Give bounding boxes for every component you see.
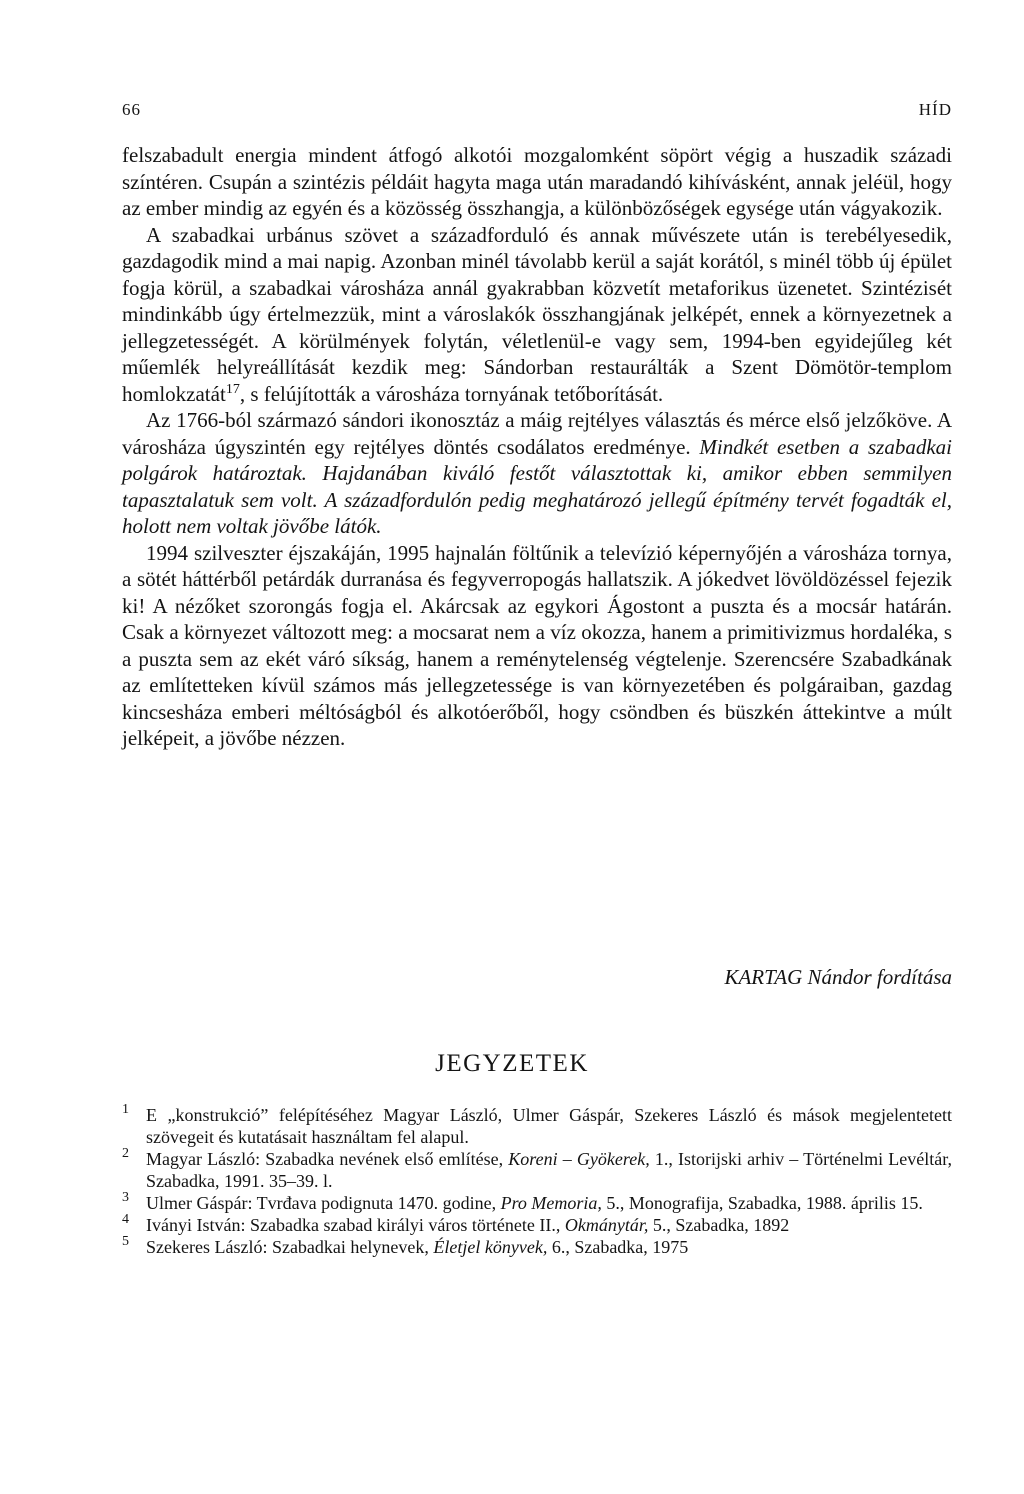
paragraph: 1994 szilveszter éjszakáján, 1995 hajnalán föltűnik a televízió képernyőjén a városháza tornya, a sötét háttérből petárdák durranása és fegyverropogás hallatszik. A jókedvet lövöldözéssel fejezik ki! A nézőket szorongás fogja el. Akárcsak az egykori Ágostont a puszta és a mocsár határán. Csak a környezet változott meg: a mocsarat nem a víz okozza, hanem a primitivizmus hordaléka, s a puszta sem az ekét váró síkság, hanem a reménytelenség végtelenje. Szerencsére Szabadkának az említetteken kívül számos más jellegzetessége is van környezetében és polgáraiban, gazdag kincsesháza emberi méltóságból és alkotóerőből, hogy csöndben és büszkén áttekintve a múlt jelképeit, a jövőbe nézzen. xyxy=(122,540,952,750)
note-text: Szekeres László: Szabadkai helynevek, xyxy=(146,1237,429,1257)
paragraph-text: Az 1766-ból származó sándori ikonosztáz a máig rejtélyes választás és mérce első jelzőköve. A városháza úgyszintén egy rejtélyes döntés csodálatos eredménye. xyxy=(122,408,952,459)
note-text: Magyar László: Szabadka nevének első említése, xyxy=(146,1149,504,1169)
paragraph-text: A szabadkai urbánus szövet a századforduló és annak művészete után is terebélyesedik, gazdagodik mind a mai napig. Azonban minél távolabb kerül a saját korától, s minél több új épület fogja körül, a szabadkai városháza annál gyakrabban közvetít metaforikus üzenetet. Szintézisét mindinkább úgy értelmezzük, mint a városlakók összhangjának jelképét, ennek a környezetnek a jellegzetességét. A körülmények folytán, véletlenül-e vagy sem, 1994-ben egyidejűleg két műemlék helyreállítását kezdik meg: Sándorban restaurálták a Szent Dömötör-templom homlokzatát xyxy=(122,222,952,406)
journal-name: HÍD xyxy=(918,100,952,119)
note-text: 5., Monografija, Szabadka, 1988. április 15. xyxy=(606,1193,923,1213)
note-text: 5., Szabadka, 1892 xyxy=(652,1215,790,1235)
paragraph-text: , s felújították a városháza tornyának tetőborítását. xyxy=(239,381,664,406)
note-number: 1 xyxy=(122,1102,129,1117)
notes-heading: JEGYZETEK xyxy=(435,1050,589,1077)
footnote-reference: 17 xyxy=(225,381,240,397)
page-number: 66 xyxy=(122,100,141,119)
note-item xyxy=(122,1236,952,1258)
paragraph xyxy=(122,407,952,540)
note-item xyxy=(122,1214,952,1236)
note-text: Ulmer Gáspár: Tvrđava podignuta 1470. godine, xyxy=(146,1193,497,1213)
note-text: 6., Szabadka, 1975 xyxy=(551,1237,689,1257)
note-number: 2 xyxy=(122,1146,129,1161)
note-title: Okmánytár, xyxy=(564,1215,649,1235)
paragraph xyxy=(122,222,952,408)
note-number: 5 xyxy=(122,1234,129,1249)
paragraph: felszabadult energia mindent átfogó alkotói mozgalomként söpört végig a huszadik századi színtéren. Csupán a szintézis példáit hagyta maga után maradandó kihívásként, annak jeléül, hogy az ember mindig az egyén és a közösség összhangja, a különbözőségek egysége után vágyakozik. xyxy=(122,143,952,220)
article-body xyxy=(122,142,952,752)
note-number: 4 xyxy=(122,1212,129,1227)
note-item xyxy=(122,1104,952,1148)
note-text: 1., Istorijski arhiv – Történelmi Levéltár, Szabadka, 1991. 35–39. l. xyxy=(146,1149,952,1191)
notes-list xyxy=(122,1104,952,1258)
italic-passage: Mindkét esetben a szabadkai polgárok határoztak. Hajdanában kiváló festőt választottak ki, amikor ebben semmilyen tapasztalatuk sem volt. A századfordulón pedig meghatározó jellegű építmény tervét fogadták el, holott nem voltak jövőbe látók. xyxy=(122,434,952,538)
note-number: 3 xyxy=(122,1190,129,1205)
note-title: Pro Memoria, xyxy=(500,1193,602,1213)
translator-credit: KARTAG Nándor fordítása xyxy=(724,965,952,989)
note-title: Koreni – Gyökerek, xyxy=(508,1149,650,1169)
note-item xyxy=(122,1148,952,1192)
note-item xyxy=(122,1192,952,1214)
note-title: Életjel könyvek, xyxy=(433,1237,548,1257)
note-text: Iványi István: Szabadka szabad királyi város története II., xyxy=(146,1215,561,1235)
note-text: E „konstrukció” felépítéséhez Magyar László, Ulmer Gáspár, Szekeres László és mások megjelentetett szövegeit és kutatásait használtam fel alapul. xyxy=(146,1105,952,1147)
